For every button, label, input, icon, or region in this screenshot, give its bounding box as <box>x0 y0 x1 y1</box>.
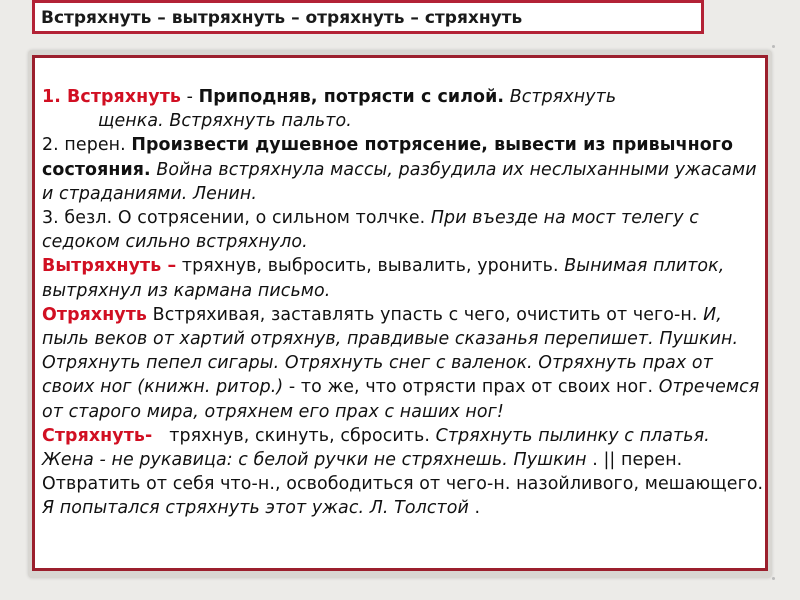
dash: - <box>180 87 199 107</box>
decor-dot <box>772 45 775 48</box>
entry-vytryahnut <box>42 254 764 302</box>
example: Отречемся от старого мира, отряхнем его прах с наших ног! <box>42 377 760 422</box>
entry-otryahnut <box>42 303 764 424</box>
entry-vstryahnut-2 <box>42 133 764 206</box>
definition: тряхнув, скинуть, сбросить. <box>152 425 431 446</box>
example: щенка. Встряхнуть пальто. <box>98 111 352 132</box>
headword: Стряхнуть- <box>42 425 153 446</box>
definition: Приподняв, потрясти с силой. <box>198 87 505 107</box>
definitions-text <box>42 85 764 521</box>
header-box <box>32 0 704 34</box>
definition: Произвести душевное потрясение, вывести из привычного состояния. <box>42 135 734 180</box>
label: 2. перен. <box>42 135 132 156</box>
definition: Встряхивая, заставлять упасть с чего, очистить от чего-н. <box>147 304 698 325</box>
example: Я попытался стряхнуть этот ужас. Л. Толстой <box>42 498 469 519</box>
example: При въезде на мост телегу с седоком сильно встряхнуло. <box>42 208 699 253</box>
entry-vstryahnut-1 <box>42 85 764 133</box>
headword: Отряхнуть <box>42 304 148 325</box>
decor-dot <box>772 577 775 580</box>
headword: 1. Встряхнуть <box>42 87 181 107</box>
definition: - то же, что отрясти прах от своих ног. <box>283 377 654 398</box>
headword: Вытряхнуть – <box>42 256 177 277</box>
content-box <box>32 55 768 571</box>
example: Война встряхнула массы, разбудила их неслыханными ужасами и страданиями. Ленин. <box>42 159 757 204</box>
definition: тряхнув, выбросить, вывалить, уронить. <box>176 256 559 277</box>
example: Вынимая плиток, вытряхнул из кармана письмо. <box>42 256 725 301</box>
entry-stryahnut <box>42 424 764 521</box>
example: И, пыль веков от хартий отряхнув, правдивые сказанья перепишет. Пушкин. Отряхнуть пепел сигары. Отряхнуть снег с валенок. Отряхнуть прах от своих ног (книжн. ритор.) <box>42 304 739 398</box>
example: Встряхнуть <box>504 87 617 107</box>
example: Стряхнуть пылинку с платья. Жена - не рукавица: с белой ручки не стряхнешь. Пушкин <box>42 425 710 471</box>
definition: 3. безл. О сотрясении, о сильном толчке. <box>42 208 426 229</box>
definition: . || перен. Отвратить от себя что-н., освободиться от чего-н. назойливого, мешающего. <box>42 450 764 495</box>
period: . <box>468 498 481 519</box>
page-title: Встряхнуть – вытряхнуть – отряхнуть – стряхнуть <box>41 8 523 28</box>
entry-vstryahnut-3 <box>42 206 764 254</box>
